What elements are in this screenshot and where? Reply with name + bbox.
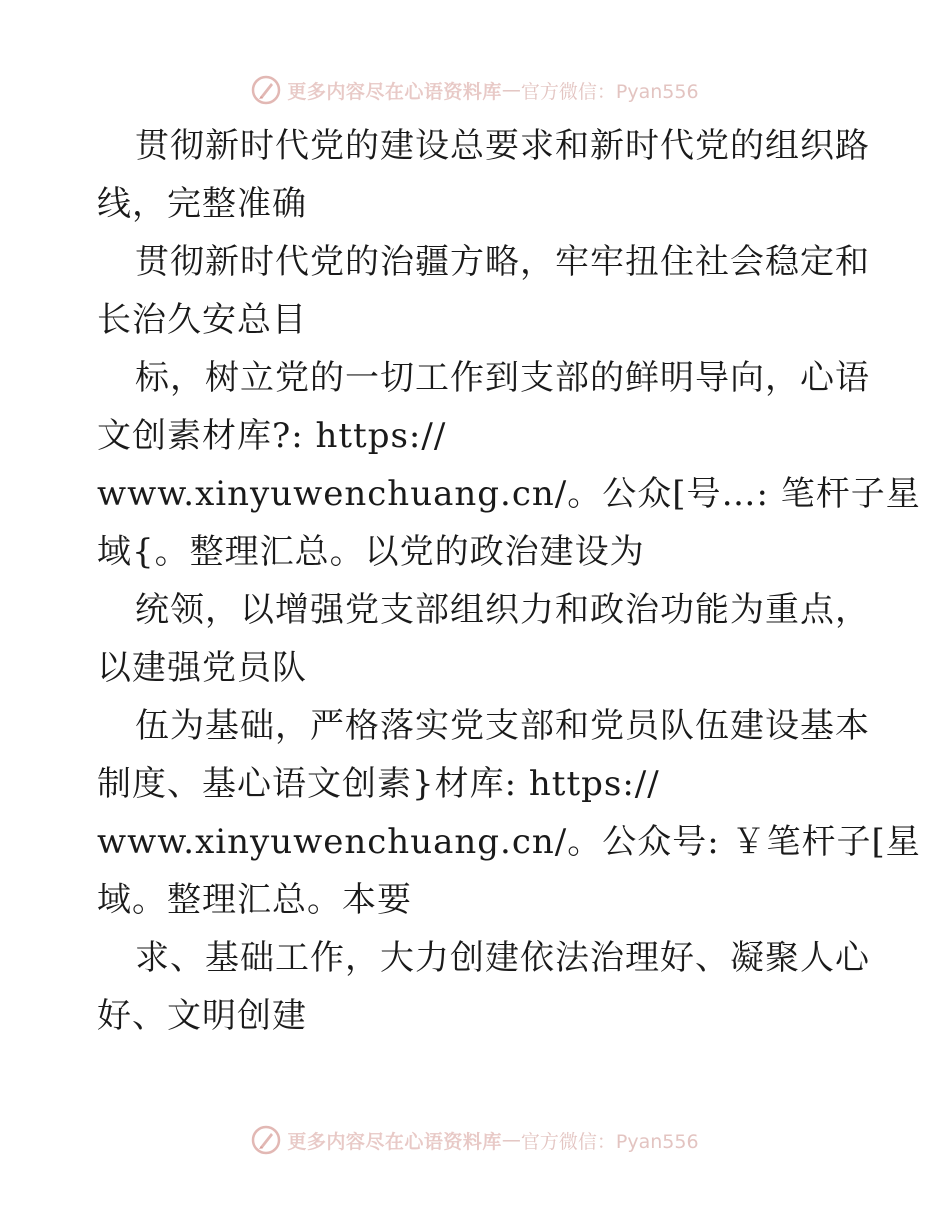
body-line: 求、基础工作，大力创建依法治理好、凝聚人心 (135, 938, 870, 978)
header-brand-text: 更多内容尽在心语资料库 (287, 80, 502, 103)
body-line: 文创素材库?: https:// (97, 416, 447, 456)
body-line: 线，完整准确 (97, 184, 307, 224)
header-separator: — (501, 79, 521, 101)
body-line: 统领，以增强党支部组织力和政治功能为重点， (135, 590, 870, 630)
body-line: www.xinyuwenchuang.cn/。公众号: ￥笔杆子[星 (97, 822, 921, 862)
quill-pen-logo-icon (251, 75, 281, 105)
body-line: www.xinyuwenchuang.cn/。公众[号…: 笔杆子星 (97, 474, 921, 514)
body-line: 长治久安总目 (97, 300, 307, 340)
body-line: 域。整理汇总。本要 (97, 880, 412, 920)
header-wechat-text: 官方微信：Pyan556 (520, 80, 699, 103)
footer-separator: — (501, 1129, 521, 1151)
document-body (97, 124, 921, 1052)
body-line: 贯彻新时代党的治疆方略，牢牢扭住社会稳定和 (135, 242, 870, 282)
body-line: 标，树立党的一切工作到支部的鲜明导向，心语 (135, 358, 870, 398)
body-line: 域{。整理汇总。以党的政治建设为 (97, 532, 645, 572)
body-line: 制度、基心语文创素}材库: https:// (97, 764, 660, 804)
quill-pen-logo-icon (251, 1125, 281, 1155)
footer-banner (0, 1120, 950, 1160)
header-banner (0, 70, 950, 110)
body-line: 贯彻新时代党的建设总要求和新时代党的组织路 (135, 126, 870, 166)
body-line: 好、文明创建 (97, 996, 307, 1036)
footer-brand-text: 更多内容尽在心语资料库 (287, 1130, 502, 1153)
body-line: 以建强党员队 (97, 648, 307, 688)
footer-wechat-text: 官方微信：Pyan556 (520, 1130, 699, 1153)
body-line: 伍为基础，严格落实党支部和党员队伍建设基本 (135, 706, 870, 746)
